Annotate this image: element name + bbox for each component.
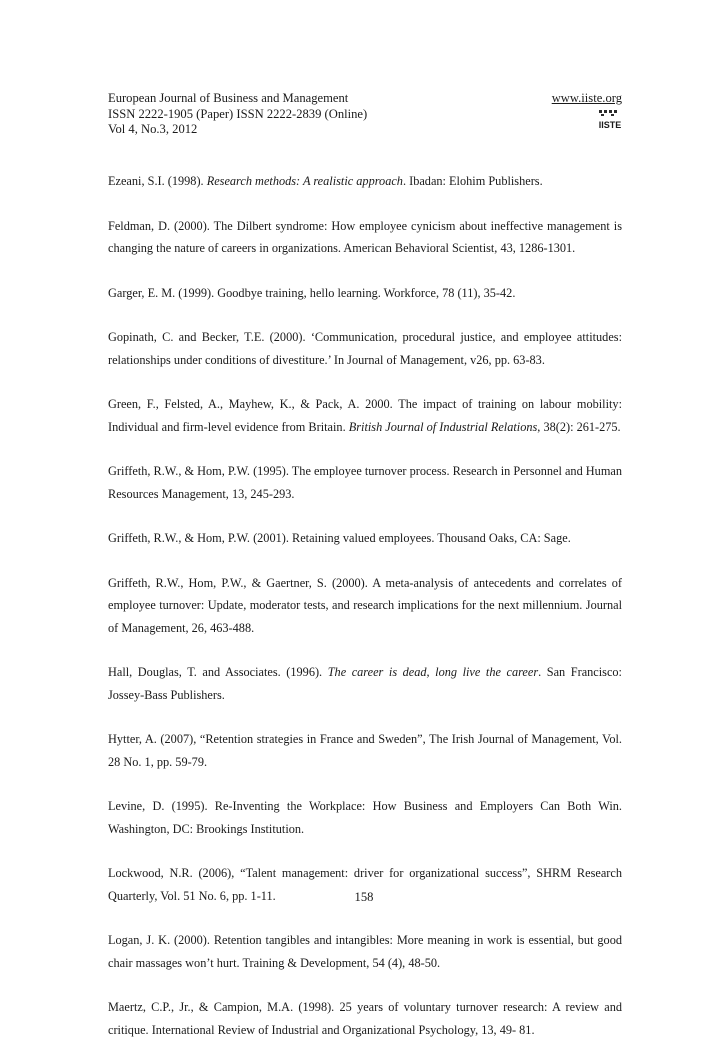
reference-text: Ezeani, S.I. (1998). bbox=[108, 174, 207, 188]
reference-italic-title: Research methods: A realistic approach bbox=[206, 174, 403, 188]
reference-text: Lockwood, N.R. (2006), “Talent management: driver for organizational success”, SHRM Research Quarterly, Vol. 51 No. 6, pp. 1-11. bbox=[108, 866, 622, 903]
reference-text: Griffeth, R.W., Hom, P.W., & Gaertner, S. (2000). A meta-analysis of antecedents and correlates of employee turnover: Update, moderator tests, and research implications for the next millennium. Journal of Management, 26, 463-488. bbox=[108, 575, 622, 635]
reference-text: Griffeth, R.W., & Hom, P.W. (2001). Retaining valued employees. Thousand Oaks, CA: Sage. bbox=[108, 531, 571, 545]
reference-entry bbox=[108, 282, 622, 305]
reference-entry bbox=[108, 795, 622, 840]
reference-entry bbox=[108, 170, 622, 193]
reference-text: Green, F., Felsted, A., Mayhew, K., & Pack, A. 2000. The impact of training on labour mobility: Individual and firm-level evidence from Britain. bbox=[108, 397, 622, 434]
iiste-logo-icon bbox=[598, 109, 622, 131]
reference-text: Hall, Douglas, T. and Associates. (1996). bbox=[108, 665, 328, 679]
reference-entry bbox=[108, 728, 622, 773]
reference-entry bbox=[108, 996, 622, 1041]
reference-entry bbox=[108, 929, 622, 974]
reference-text: Griffeth, R.W., & Hom, P.W. (1995). The employee turnover process. Research in Personnel and Human Resources Management, 13, 245-293. bbox=[108, 464, 622, 501]
reference-text-end: . Ibadan: Elohim Publishers. bbox=[402, 174, 543, 188]
reference-text: Levine, D. (1995). Re-Inventing the Workplace: How Business and Employers Can Both Win. Washington, DC: Brookings Institution. bbox=[108, 799, 622, 836]
journal-url-link[interactable]: www.iiste.org bbox=[551, 91, 622, 105]
reference-list bbox=[108, 170, 622, 1063]
reference-text: Gopinath, C. and Becker, T.E. (2000). ‘Communication, procedural justice, and employee attitudes: relationships under conditions of divestiture.’ In Journal of Management, v26, pp. 63-83. bbox=[108, 330, 622, 367]
reference-entry bbox=[108, 326, 622, 371]
reference-entry bbox=[108, 215, 622, 260]
reference-text-end: . San Francisco: Jossey-Bass Publishers. bbox=[108, 665, 622, 702]
page-number: 158 bbox=[354, 890, 374, 904]
reference-italic-title: British Journal of Industrial Relations bbox=[348, 419, 538, 434]
page-header bbox=[108, 91, 622, 138]
reference-text: Feldman, D. (2000). The Dilbert syndrome: How employee cynicism about ineffective management is changing the nature of careers in organizations. American Behavioral Scientist, 43, 1286-1301. bbox=[108, 218, 622, 255]
issn-line: ISSN 2222-1905 (Paper) ISSN 2222-2839 (Online) bbox=[108, 106, 368, 121]
reference-entry bbox=[108, 572, 622, 640]
reference-entry bbox=[108, 527, 622, 550]
reference-entry bbox=[108, 460, 622, 505]
reference-text: Hytter, A. (2007), “Retention strategies in France and Sweden”, The Irish Journal of Management, Vol. 28 No. 1, pp. 59-79. bbox=[108, 732, 622, 769]
reference-text: Logan, J. K. (2000). Retention tangibles and intangibles: More meaning in work is essential, but good chair massages won’t hurt. Training & Development, 54 (4), 48-50. bbox=[108, 933, 622, 970]
volume-line: Vol 4, No.3, 2012 bbox=[108, 122, 198, 136]
reference-text: Garger, E. M. (1999). Goodbye training, hello learning. Workforce, 78 (11), 35-42. bbox=[108, 285, 516, 300]
reference-entry bbox=[108, 393, 622, 438]
journal-title: European Journal of Business and Management bbox=[108, 91, 349, 105]
reference-italic-title: The career is dead, long live the career bbox=[327, 665, 539, 679]
reference-text-end: , 38(2): 261-275. bbox=[537, 419, 621, 434]
reference-entry bbox=[108, 661, 622, 706]
logo-text: IISTE bbox=[598, 120, 622, 130]
reference-text: Maertz, C.P., Jr., & Campion, M.A. (1998). 25 years of voluntary turnover research: A review and critique. International Review of Industrial and Organizational Psychology, 13, 49- 81. bbox=[108, 1000, 622, 1037]
